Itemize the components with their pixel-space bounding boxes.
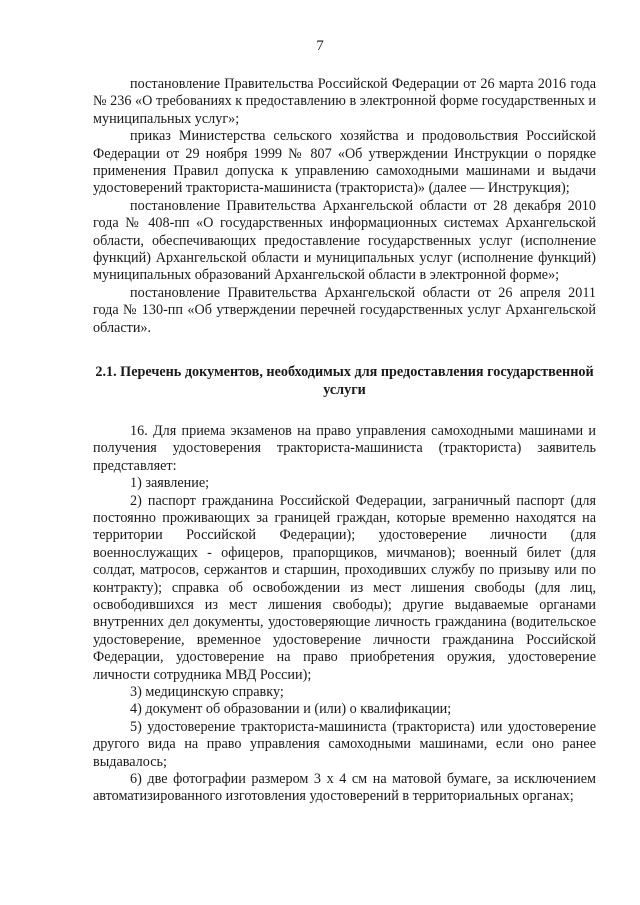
legal-basis-item: приказ Министерства сельского хозяйства и продовольствия Российской Федерации от 29 ноября 1999 № 807 «Об утверждении Инструкции о порядке применения Правил допуска к управлению самоходными машинами и выдачи удостоверений тракториста-машиниста (тракториста)» (далее — Инструкция); [93,128,596,197]
document-list-item: 2) паспорт гражданина Российской Федерации, заграничный паспорт (для постоянно проживающих за границей граждан, которые временно находятся на территории Российской Федерации); удостоверение личности (для военнослужащих - офицеров, прапорщиков, мичманов); военный билет (для солдат, матросов, сержантов и старшин, проходивших службу по призыву или по контракту); справка об освобождении из мест лишения свободы (для лиц, освободившихся из мест лишения свободы); другие выдаваемые органами внутренних дел документы, удостоверяющие личность гражданина (водительское удостоверение, временное удостоверение личности гражданина Российской Федерации, удостоверение на право приобретения оружия, удостоверение личности сотрудника МВД России); [93,492,596,683]
document-list-item: 4) документ об образовании и (или) о квалификации; [130,701,452,718]
document-list-item: 1) заявление; [130,475,210,492]
document-list-item: 6) две фотографии размером 3 х 4 см на матовой бумаге, за исключением автоматизированного изготовления удостоверений в территориальных органах; [93,771,596,805]
legal-basis-item: постановление Правительства Архангельской области от 28 декабря 2010 года № 408-пп «О государственных информационных системах Архангельской области, обеспечивающих предоставление государственных услуг (исполнение функций) Архангельской области и муниципальных услуг (исполнение функций) муниципальных образований Архангельской области в электронной форме»; [93,197,596,284]
document-body [93,76,596,806]
document-list-item: 5) удостоверение тракториста-машиниста (тракториста) или удостоверение другого вида на право управления самоходными машинами, если оно ранее выдавалось; [93,718,596,770]
paragraph-16-intro: 16. Для приема экзаменов на право управления самоходными машинами и получения удостоверения тракториста-машиниста (тракториста) заявитель представляет: [93,422,596,474]
page-number: 7 [316,38,324,54]
legal-basis-item: постановление Правительства Архангельской области от 26 апреля 2011 года № 130-пп «Об утверждении перечней государственных услуг Архангельской области». [93,284,596,336]
document-list-item: 3) медицинскую справку; [130,684,284,700]
section-heading: 2.1. Перечень документов, необходимых для предоставления государственной услуги [95,364,594,398]
legal-basis-item: постановление Правительства Российской Федерации от 26 марта 2016 года № 236 «О требованиях к предоставлению в электронной форме государственных и муниципальных услуг»; [93,76,596,127]
